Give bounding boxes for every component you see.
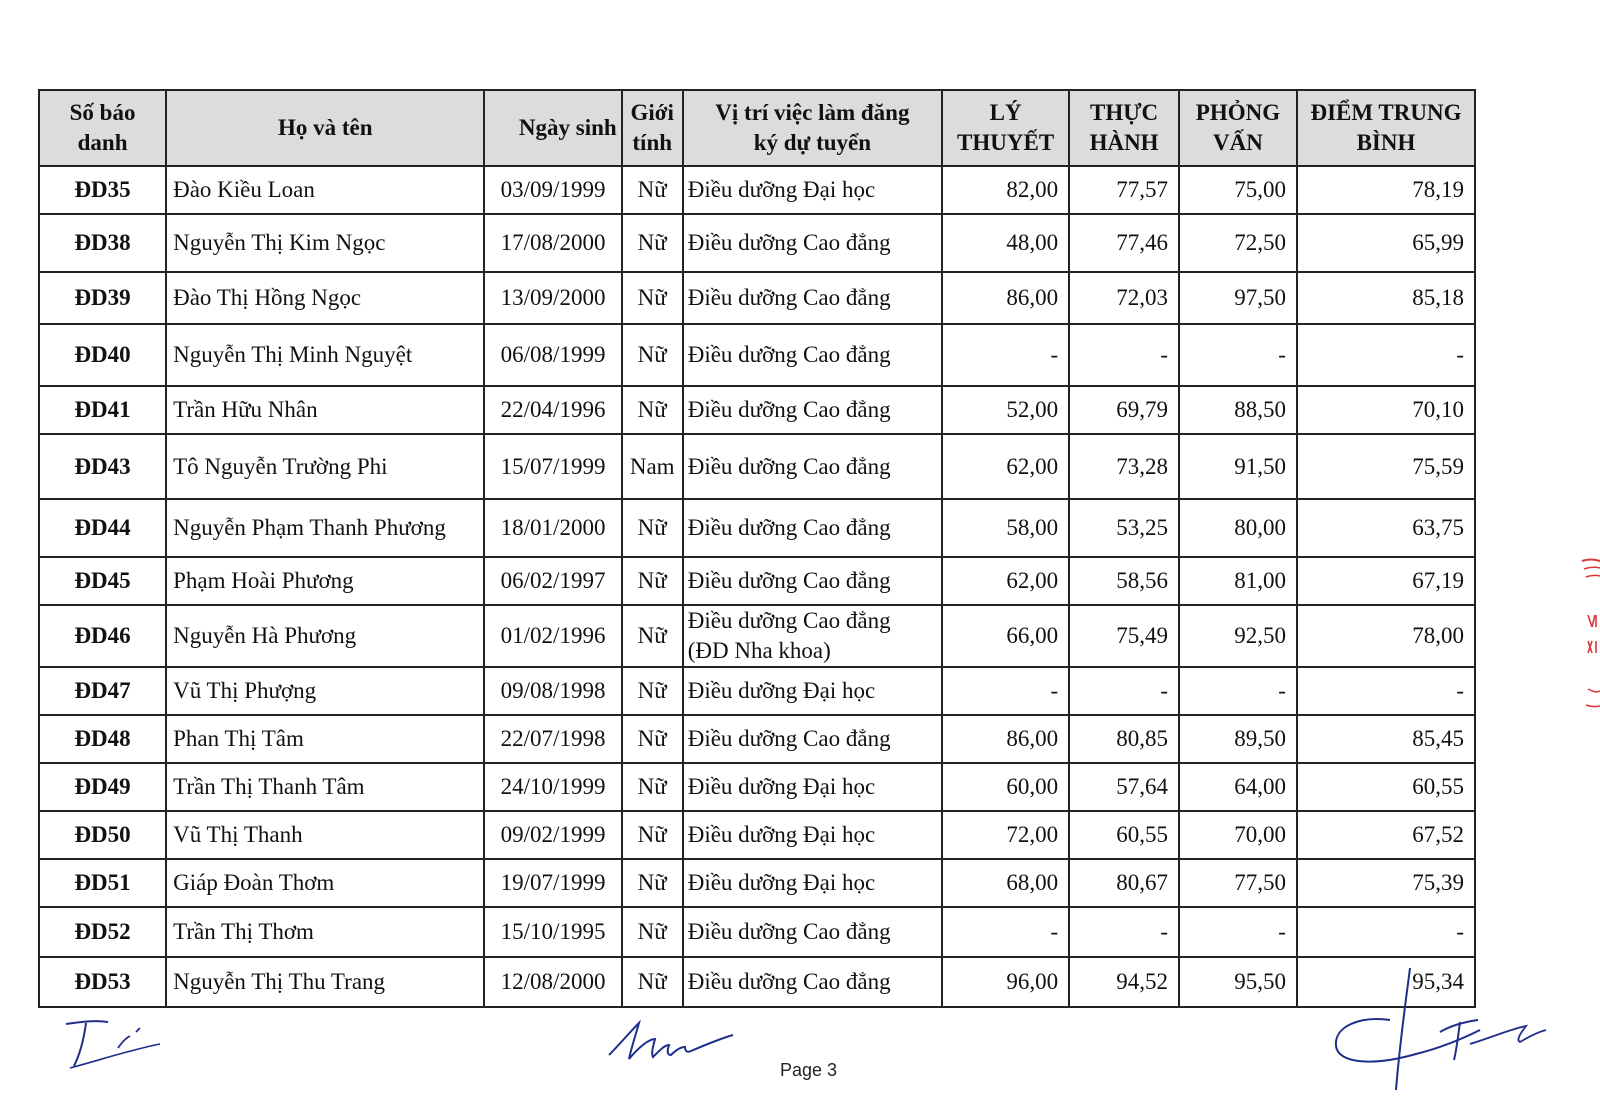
signature-right [1320, 960, 1560, 1100]
cell-interview: 92,50 [1179, 605, 1297, 667]
header-row [39, 90, 1475, 166]
cell-name: Phạm Hoài Phương [166, 557, 484, 605]
cell-average: - [1297, 324, 1475, 386]
cell-id: ĐD45 [39, 557, 166, 605]
cell-dob: 24/10/1999 [484, 763, 621, 811]
table-row [39, 499, 1475, 557]
cell-interview: - [1179, 907, 1297, 957]
cell-dob: 06/08/1999 [484, 324, 621, 386]
cell-practice: - [1069, 907, 1179, 957]
cell-position: Điều dưỡng Cao đẳng [683, 434, 942, 499]
cell-name: Nguyễn Thị Kim Ngọc [166, 214, 484, 272]
stamp-fragment [1570, 555, 1600, 730]
header-id: Số báo danh [39, 90, 166, 166]
cell-name: Nguyễn Thị Thu Trang [166, 957, 484, 1007]
cell-position: Điều dưỡng Cao đẳng [683, 715, 942, 763]
cell-gender: Nữ [622, 214, 683, 272]
cell-position: Điều dưỡng Cao đẳng [683, 499, 942, 557]
cell-interview: 64,00 [1179, 763, 1297, 811]
cell-gender: Nữ [622, 557, 683, 605]
cell-interview: 80,00 [1179, 499, 1297, 557]
cell-id: ĐD47 [39, 667, 166, 715]
cell-interview: 88,50 [1179, 386, 1297, 434]
cell-interview: 95,50 [1179, 957, 1297, 1007]
cell-dob: 22/04/1996 [484, 386, 621, 434]
table-row [39, 811, 1475, 859]
cell-practice: 77,57 [1069, 166, 1179, 214]
header-practice: THỰC HÀNH [1069, 90, 1179, 166]
cell-average: - [1297, 667, 1475, 715]
cell-id: ĐD41 [39, 386, 166, 434]
table-row [39, 605, 1475, 667]
cell-name: Trần Hữu Nhân [166, 386, 484, 434]
cell-name: Vũ Thị Thanh [166, 811, 484, 859]
header-name: Họ và tên [166, 90, 484, 166]
signature-middle [605, 1015, 740, 1075]
cell-name: Nguyễn Phạm Thanh Phương [166, 499, 484, 557]
cell-practice: - [1069, 324, 1179, 386]
cell-practice: 80,67 [1069, 859, 1179, 907]
cell-dob: 18/01/2000 [484, 499, 621, 557]
cell-position: Điều dưỡng Cao đẳng (ĐD Nha khoa) [683, 605, 942, 667]
cell-practice: 53,25 [1069, 499, 1179, 557]
cell-interview: 97,50 [1179, 272, 1297, 324]
cell-id: ĐD35 [39, 166, 166, 214]
cell-theory: 96,00 [942, 957, 1069, 1007]
cell-gender: Nữ [622, 715, 683, 763]
cell-average: 65,99 [1297, 214, 1475, 272]
cell-theory: 82,00 [942, 166, 1069, 214]
cell-interview: 89,50 [1179, 715, 1297, 763]
cell-interview: - [1179, 667, 1297, 715]
cell-theory: 86,00 [942, 715, 1069, 763]
cell-gender: Nữ [622, 907, 683, 957]
cell-interview: 81,00 [1179, 557, 1297, 605]
cell-dob: 09/02/1999 [484, 811, 621, 859]
header-gender: Giới tính [622, 90, 683, 166]
table-row [39, 763, 1475, 811]
cell-interview: 72,50 [1179, 214, 1297, 272]
table-row [39, 214, 1475, 272]
cell-name: Tô Nguyễn Trường Phi [166, 434, 484, 499]
cell-practice: 60,55 [1069, 811, 1179, 859]
cell-position: Điều dưỡng Cao đẳng [683, 324, 942, 386]
cell-gender: Nữ [622, 166, 683, 214]
cell-interview: 77,50 [1179, 859, 1297, 907]
cell-theory: - [942, 667, 1069, 715]
cell-interview: - [1179, 324, 1297, 386]
cell-dob: 01/02/1996 [484, 605, 621, 667]
cell-name: Trần Thị Thanh Tâm [166, 763, 484, 811]
cell-theory: 58,00 [942, 499, 1069, 557]
cell-gender: Nữ [622, 811, 683, 859]
cell-average: 63,75 [1297, 499, 1475, 557]
table-row [39, 557, 1475, 605]
cell-dob: 22/07/1998 [484, 715, 621, 763]
cell-average: 85,45 [1297, 715, 1475, 763]
cell-position: Điều dưỡng Đại học [683, 859, 942, 907]
header-position: Vị trí việc làm đăng ký dự tuyển [683, 90, 942, 166]
cell-theory: 60,00 [942, 763, 1069, 811]
cell-position: Điều dưỡng Cao đẳng [683, 214, 942, 272]
cell-id: ĐD38 [39, 214, 166, 272]
cell-theory: - [942, 907, 1069, 957]
cell-practice: 57,64 [1069, 763, 1179, 811]
table-row [39, 324, 1475, 386]
cell-name: Đào Thị Hồng Ngọc [166, 272, 484, 324]
cell-practice: - [1069, 667, 1179, 715]
cell-average: 85,18 [1297, 272, 1475, 324]
cell-interview: 91,50 [1179, 434, 1297, 499]
cell-interview: 75,00 [1179, 166, 1297, 214]
header-dob: Ngày sinh [484, 90, 621, 166]
cell-dob: 06/02/1997 [484, 557, 621, 605]
cell-practice: 77,46 [1069, 214, 1179, 272]
cell-id: ĐD49 [39, 763, 166, 811]
header-average: ĐIỂM TRUNG BÌNH [1297, 90, 1475, 166]
cell-id: ĐD46 [39, 605, 166, 667]
page-number: Page 3 [780, 1060, 838, 1080]
header-theory: LÝ THUYẾT [942, 90, 1069, 166]
table-row [39, 434, 1475, 499]
cell-position: Điều dưỡng Đại học [683, 667, 942, 715]
cell-dob: 15/10/1995 [484, 907, 621, 957]
cell-position: Điều dưỡng Đại học [683, 763, 942, 811]
cell-practice: 69,79 [1069, 386, 1179, 434]
cell-name: Đào Kiều Loan [166, 166, 484, 214]
cell-id: ĐD43 [39, 434, 166, 499]
cell-theory: 72,00 [942, 811, 1069, 859]
cell-position: Điều dưỡng Cao đẳng [683, 272, 942, 324]
cell-id: ĐD39 [39, 272, 166, 324]
results-table [38, 89, 1476, 1008]
cell-average: 75,39 [1297, 859, 1475, 907]
cell-position: Điều dưỡng Cao đẳng [683, 907, 942, 957]
cell-theory: 62,00 [942, 434, 1069, 499]
cell-name: Nguyễn Thị Minh Nguyệt [166, 324, 484, 386]
cell-gender: Nam [622, 434, 683, 499]
cell-position: Điều dưỡng Cao đẳng [683, 386, 942, 434]
table-row [39, 667, 1475, 715]
cell-theory: 68,00 [942, 859, 1069, 907]
cell-theory: 86,00 [942, 272, 1069, 324]
cell-gender: Nữ [622, 499, 683, 557]
cell-id: ĐD51 [39, 859, 166, 907]
cell-average: 78,19 [1297, 166, 1475, 214]
cell-average: 75,59 [1297, 434, 1475, 499]
cell-gender: Nữ [622, 957, 683, 1007]
cell-theory: - [942, 324, 1069, 386]
cell-gender: Nữ [622, 272, 683, 324]
cell-average: 70,10 [1297, 386, 1475, 434]
cell-average: 78,00 [1297, 605, 1475, 667]
cell-id: ĐD44 [39, 499, 166, 557]
cell-name: Phan Thị Tâm [166, 715, 484, 763]
cell-position: Điều dưỡng Cao đẳng [683, 557, 942, 605]
table-row [39, 907, 1475, 957]
cell-dob: 09/08/1998 [484, 667, 621, 715]
cell-average: 60,55 [1297, 763, 1475, 811]
cell-theory: 52,00 [942, 386, 1069, 434]
table-header [39, 90, 1475, 166]
cell-dob: 03/09/1999 [484, 166, 621, 214]
cell-position: Điều dưỡng Đại học [683, 811, 942, 859]
table-row [39, 859, 1475, 907]
cell-id: ĐD53 [39, 957, 166, 1007]
cell-dob: 19/07/1999 [484, 859, 621, 907]
cell-practice: 75,49 [1069, 605, 1179, 667]
cell-name: Trần Thị Thơm [166, 907, 484, 957]
header-interview: PHỎNG VẤN [1179, 90, 1297, 166]
cell-theory: 62,00 [942, 557, 1069, 605]
cell-gender: Nữ [622, 667, 683, 715]
cell-practice: 94,52 [1069, 957, 1179, 1007]
cell-name: Giáp Đoàn Thơm [166, 859, 484, 907]
cell-gender: Nữ [622, 859, 683, 907]
cell-average: - [1297, 907, 1475, 957]
cell-average: 67,19 [1297, 557, 1475, 605]
cell-theory: 48,00 [942, 214, 1069, 272]
table-row [39, 272, 1475, 324]
cell-practice: 58,56 [1069, 557, 1179, 605]
cell-theory: 66,00 [942, 605, 1069, 667]
cell-dob: 17/08/2000 [484, 214, 621, 272]
table-row [39, 386, 1475, 434]
cell-practice: 80,85 [1069, 715, 1179, 763]
cell-gender: Nữ [622, 763, 683, 811]
cell-position: Điều dưỡng Cao đẳng [683, 957, 942, 1007]
cell-practice: 73,28 [1069, 434, 1179, 499]
cell-dob: 13/09/2000 [484, 272, 621, 324]
cell-id: ĐD48 [39, 715, 166, 763]
cell-interview: 70,00 [1179, 811, 1297, 859]
cell-id: ĐD40 [39, 324, 166, 386]
cell-gender: Nữ [622, 324, 683, 386]
cell-average: 67,52 [1297, 811, 1475, 859]
cell-average: 95,34 [1297, 957, 1475, 1007]
cell-dob: 15/07/1999 [484, 434, 621, 499]
cell-gender: Nữ [622, 605, 683, 667]
table-row [39, 957, 1475, 1007]
cell-gender: Nữ [622, 386, 683, 434]
table-body [39, 166, 1475, 1007]
cell-dob: 12/08/2000 [484, 957, 621, 1007]
cell-name: Vũ Thị Phượng [166, 667, 484, 715]
cell-position: Điều dưỡng Đại học [683, 166, 942, 214]
table-row [39, 715, 1475, 763]
cell-practice: 72,03 [1069, 272, 1179, 324]
table-row [39, 166, 1475, 214]
signature-left [60, 1010, 170, 1080]
cell-name: Nguyễn Hà Phương [166, 605, 484, 667]
cell-id: ĐD52 [39, 907, 166, 957]
cell-id: ĐD50 [39, 811, 166, 859]
